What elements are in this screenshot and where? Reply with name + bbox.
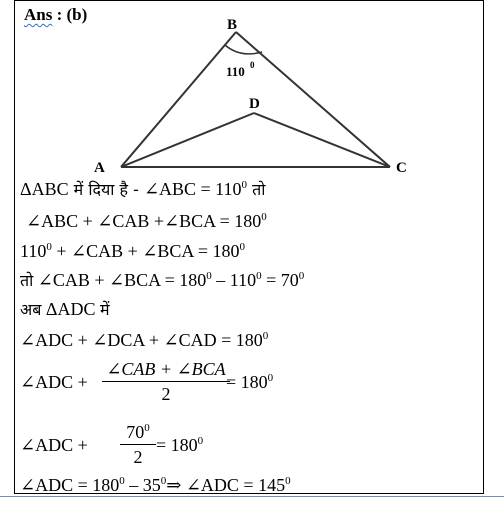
- fraction-denominator: 2: [133, 447, 143, 467]
- degree-sup: 0: [261, 211, 267, 223]
- triangle-figure: [0, 0, 504, 180]
- degree-sup: 0: [256, 270, 262, 282]
- hindi-given-text: में दिया है -: [68, 180, 144, 199]
- side-ab: [121, 32, 236, 167]
- numerator-70: 70: [126, 422, 145, 442]
- vertex-a-label: A: [94, 160, 105, 176]
- page-divider: [0, 496, 504, 497]
- fraction-denominator: 2: [161, 384, 171, 404]
- degree-sup: 0: [241, 179, 248, 191]
- hindi-then-text: तो: [20, 271, 34, 290]
- line-adc-sum: [20, 329, 268, 351]
- answer-label: Ans: [24, 5, 53, 24]
- adc-sum-text: ∠ADC + ∠DCA + ∠CAD = 180: [20, 330, 263, 350]
- line-fraction-2-left: [20, 434, 88, 456]
- degree-sup: 0: [119, 475, 125, 487]
- fraction-numerator: ∠CAB + ∠BCA: [106, 359, 226, 379]
- equals-180-text: = 180: [226, 372, 268, 392]
- line-fraction-1-right: [226, 371, 273, 393]
- line-substitute: [20, 240, 245, 262]
- fraction-bar: [102, 381, 230, 382]
- triangle-abc-text: ΔABC: [20, 179, 69, 199]
- equals-70-text: = 70: [261, 270, 299, 290]
- minus-35-text: – 35: [124, 475, 161, 495]
- hindi-now-text: अब: [20, 300, 42, 319]
- degree-sup: 0: [46, 241, 52, 253]
- answer-value: : (b): [56, 5, 88, 24]
- line-given: [20, 178, 265, 201]
- segment-dc: [254, 113, 390, 167]
- substitute-text: + ∠CAB + ∠BCA = 180: [51, 241, 240, 261]
- degree-sup: 0: [239, 241, 245, 253]
- line-angle-sum: [26, 210, 267, 232]
- degree-sup: 0: [285, 475, 291, 487]
- line-now-adc: [20, 298, 110, 321]
- degree-sup: 0: [262, 330, 269, 342]
- final-answer-text: ⇒ ∠ADC = 145: [166, 475, 286, 495]
- angle-label: 110: [226, 64, 245, 79]
- fraction-bar: [120, 444, 156, 445]
- line-result-70: [20, 269, 304, 292]
- adc-plus-text: ∠ADC +: [20, 372, 88, 392]
- segment-ad: [121, 113, 254, 167]
- degree-sup: 0: [144, 422, 150, 434]
- degree-sup: 0: [206, 270, 212, 282]
- hindi-then-text: तो: [247, 180, 266, 199]
- hindi-in-text: में: [99, 300, 110, 319]
- vertex-b-label: B: [227, 17, 238, 33]
- vertex-c-label: C: [396, 160, 407, 176]
- degree-sup: 0: [298, 270, 305, 282]
- degree-sup: 0: [197, 435, 204, 447]
- line-fraction-1-left: [20, 371, 88, 393]
- adc-equals-text: ∠ADC = 180: [20, 475, 120, 495]
- angle-sum-text: ∠ABC + ∠CAB +∠BCA = 180: [26, 211, 262, 231]
- vertex-d-label: D: [249, 96, 260, 112]
- adc-plus-text: ∠ADC +: [20, 435, 88, 455]
- line-final: [20, 474, 291, 496]
- value-110-text: 110: [20, 241, 47, 261]
- fraction-cab-bca: [102, 358, 230, 405]
- fraction-70-over-2: [120, 421, 156, 468]
- fraction-numerator: [120, 421, 156, 443]
- equals-180-text: = 180: [156, 435, 198, 455]
- angle-abc-text: ∠ABC = 110: [143, 179, 242, 199]
- angle-degree-sup: 0: [250, 60, 255, 70]
- line-fraction-2-right: [156, 434, 203, 456]
- minus-110-text: – 110: [211, 270, 257, 290]
- triangle-adc-text: ΔADC: [41, 299, 100, 319]
- degree-sup: 0: [267, 372, 274, 384]
- degree-sup: 0: [160, 475, 167, 487]
- cab-bca-text: ∠CAB + ∠BCA = 180: [33, 270, 207, 290]
